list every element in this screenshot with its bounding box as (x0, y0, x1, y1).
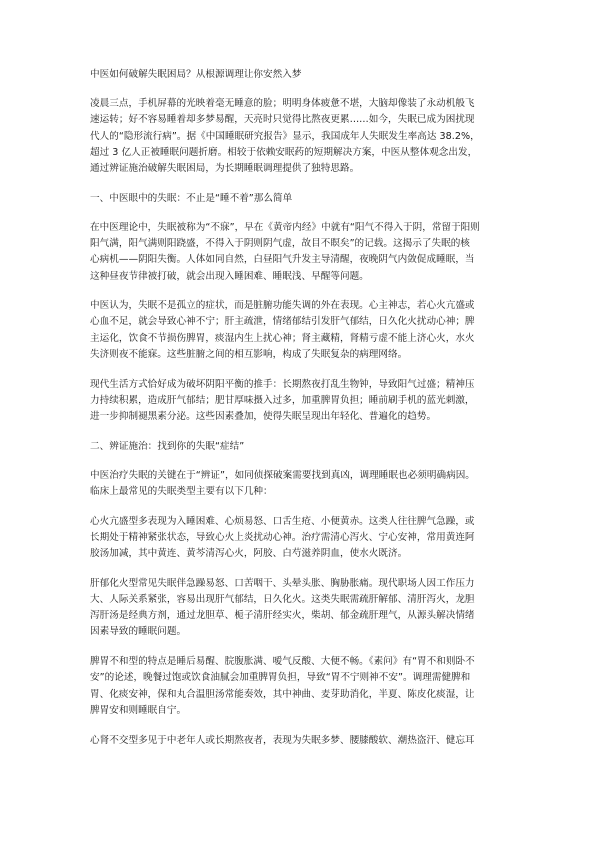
paragraph-line: 现代生活方式恰好成为破坏阴阳平衡的推手：长期熬夜打乱生物钟，导致阳气过盛；精神压 (90, 378, 475, 390)
paragraph (90, 298, 508, 363)
document-page (90, 67, 508, 762)
paragraph-line: 临床上最常见的失眠类型主要有以下几种： (90, 486, 273, 498)
paragraph (90, 733, 508, 749)
paragraph-line: 进一步抑制褪黑素分泌。这些因素叠加，使得失眠呈现出年轻化、普遍化的趋势。 (90, 410, 437, 422)
section-heading (90, 439, 508, 455)
section-heading (90, 191, 508, 207)
paragraph (90, 96, 508, 177)
document-title: 中医如何破解失眠困局？从根源调理让你安然入梦 (90, 69, 302, 80)
heading-text: 二、辨证施治：找到你的失眠“症结” (90, 440, 245, 452)
paragraph-line: 胃、化痰安神，保和丸合温胆汤常能奏效，其中神曲、麦芽助消化，半夏、陈皮化痰湿，让 (90, 688, 475, 700)
paragraph (90, 468, 508, 500)
paragraph-line: 心血不足，就会导致心神不宁；肝主疏泄，情绪郁结引发肝气郁结，日久化火扰动心神；脾 (90, 316, 475, 328)
paragraph (90, 377, 508, 426)
paragraph-line: 泻肝汤是经典方剂，通过龙胆草、栀子清肝经实火，柴胡、郁金疏肝理气，从源头解决情绪 (90, 610, 475, 622)
paragraph-line: 肝郁化火型常见失眠伴急躁易怒、口苦咽干、头晕头胀、胸胁胀痛。现代职场人因工作压力 (90, 577, 475, 589)
paragraph-line: 超过 3 亿人正被睡眠问题折磨。相较于依赖安眠药的短期解决方案，中医从整体观念出发， (90, 146, 478, 158)
paragraph-line: 中医治疗失眠的关键在于“辨证”，如同侦探破案需要找到真凶，调理睡眠也必须明确病因。 (90, 469, 475, 481)
paragraph-line: 失济则夜不能寐。这些脏腑之间的相互影响，构成了失眠复杂的病理网络。 (90, 348, 408, 360)
paragraph (90, 654, 508, 719)
paragraph-line: 长期处于精神紧张状态，导致心火上炎扰动心神。治疗需清心泻火、宁心安神，常用黄连阿 (90, 531, 475, 543)
paragraph-line: 代人的“隐形流行病”。据《中国睡眠研究报告》显示，我国成年人失眠发生率高达 38.2%， (90, 130, 480, 142)
paragraph (90, 514, 508, 563)
document-body (90, 96, 508, 749)
paragraph-line: 心病机——阴阳失衡。人体如同自然，白昼阳气升发主导清醒，夜晚阴气内敛促成睡眠，当 (90, 254, 475, 266)
paragraph-line: 安”的论述，晚餐过饱或饮食油腻会加重脾胃负担，导致“胃不宁则神不安”。调理需健脾和 (90, 672, 471, 684)
paragraph-line: 心肾不交型多见于中老年人或长期熬夜者，表现为失眠多梦、腰膝酸软、潮热盗汗、健忘耳 (90, 734, 475, 746)
paragraph-line: 因素导致的睡眠问题。 (90, 626, 187, 638)
paragraph-line: 大、人际关系紧张，容易出现肝气郁结，日久化火。这类失眠需疏肝解郁、清肝泻火，龙胆 (90, 594, 475, 606)
paragraph-line: 主运化，饮食不节损伤脾胃，痰湿内生上扰心神；肾主藏精，肾精亏虚不能上济心火，水火 (90, 332, 475, 344)
paragraph-line: 胶汤加减，其中黄连、黄芩清泻心火，阿胶、白芍滋养阴血，使水火既济。 (90, 548, 408, 560)
paragraph-line: 力持续积累，造成肝气郁结；肥甘厚味摄入过多，加重脾胃负担；睡前刷手机的蓝光刺激， (90, 394, 475, 406)
paragraph-line: 中医认为，失眠不是孤立的症状，而是脏腑功能失调的外在表现。心主神志，若心火亢盛或 (90, 300, 475, 312)
paragraph-line: 心火亢盛型多表现为入睡困难、心烦易怒、口舌生疮、小便黄赤。这类人往往脾气急躁，或 (90, 515, 475, 527)
paragraph (90, 576, 508, 641)
paragraph-line: 凌晨三点，手机屏幕的光映着毫无睡意的脸；明明身体疲惫不堪，大脑却像装了永动机般飞 (90, 98, 475, 110)
paragraph-line: 阳气满，阳气满则阳跷盛，不得入于阴则阴气虚，故目不瞑矣”的记载。这揭示了失眠的核 (90, 238, 470, 250)
paragraph-line: 脾胃安和则睡眠自宁。 (90, 704, 187, 716)
paragraph-line: 通过辨证施治破解失眠困局，为长期睡眠调理提供了独特思路。 (90, 163, 360, 175)
paragraph (90, 220, 508, 285)
paragraph-line: 这种昼夜节律被打破，就会出现入睡困难、睡眠浅、早醒等问题。 (90, 270, 369, 282)
paragraph-line: 速运转；好不容易睡着却多梦易醒，天亮时只觉得比熬夜更累……如今，失眠已成为困扰现 (90, 114, 475, 126)
paragraph-line: 脾胃不和型的特点是睡后易醒、脘腹胀满、嗳气反酸、大便不畅。《素问》有“胃不和则卧不 (90, 656, 475, 668)
paragraph-line: 在中医理论中，失眠被称为“不寐”，早在《黄帝内经》中就有“阳气不得入于阴，常留于阳则 (90, 221, 480, 233)
heading-text: 一、中医眼中的失眠：不止是“睡不着”那么简单 (90, 192, 293, 204)
